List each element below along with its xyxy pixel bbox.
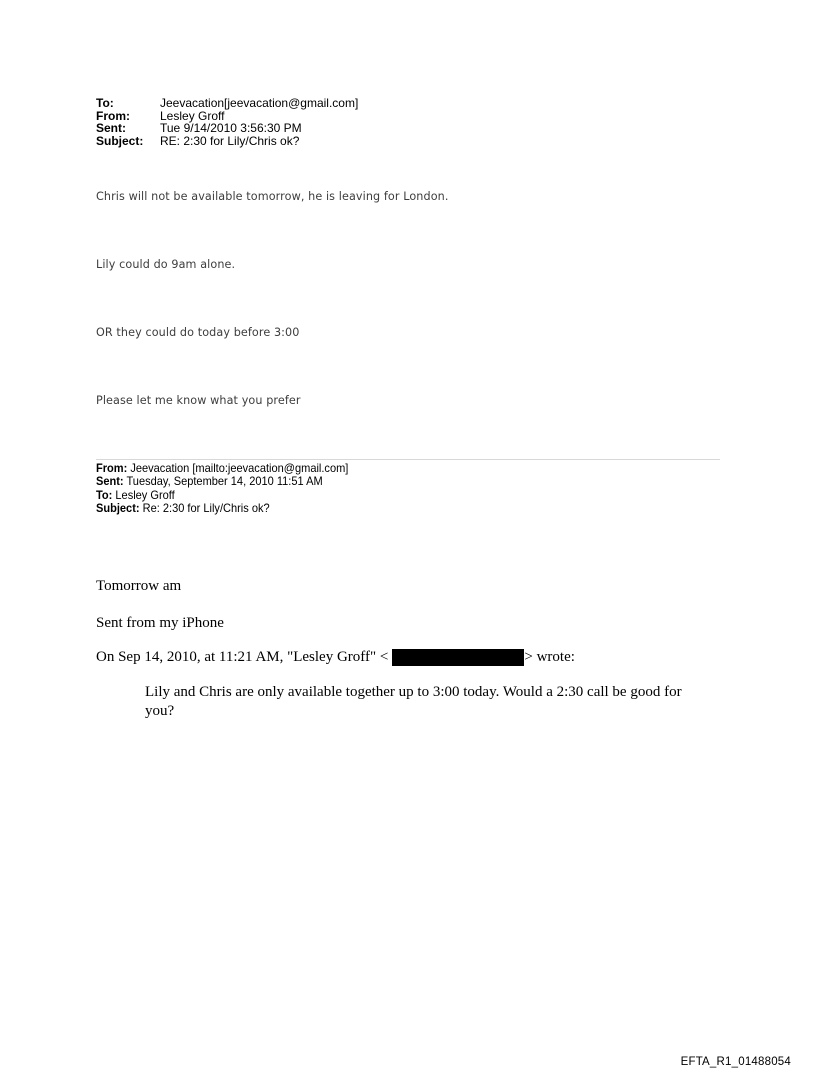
subject-label: Subject: — [96, 133, 144, 148]
header-subject-row — [96, 135, 358, 148]
subject-value: RE: 2:30 for Lily/Chris ok? — [160, 133, 300, 148]
redaction-block — [392, 649, 524, 666]
quoted-message: Lily and Chris are only available together up to 3:00 today. Would a 2:30 call be good for you? — [145, 684, 682, 719]
sent-label: Sent: — [96, 121, 126, 135]
fwd-from-value: Jeevacation [mailto:jeevacation@gmail.com] — [127, 461, 349, 475]
fwd-to-value: Lesley Groff — [112, 487, 175, 502]
header-to-row — [96, 97, 358, 110]
forwarded-header — [96, 462, 348, 516]
fwd-subject-row — [96, 502, 348, 515]
sent-value: Tue 9/14/2010 3:56:30 PM — [160, 121, 302, 135]
from-label: From: — [96, 108, 130, 123]
email-header — [96, 97, 358, 147]
message-divider — [96, 459, 720, 460]
body-paragraph-3: OR they could do today before 3:00 — [96, 326, 300, 339]
to-value: Jeevacation[jeevacation@gmail.com] — [160, 96, 359, 110]
fwd-to-row — [96, 489, 348, 502]
attribution-before: On Sep 14, 2010, at 11:21 AM, "Lesley Groff" < — [96, 649, 389, 665]
fwd-from-label: From: — [96, 461, 128, 475]
body-paragraph-4: Please let me know what you prefer — [96, 394, 301, 407]
quote-attribution — [96, 649, 575, 666]
fwd-to-label: To: — [96, 487, 113, 502]
header-sent-row — [96, 122, 358, 135]
fwd-sent-value: Tuesday, September 14, 2010 11:51 AM — [123, 474, 323, 489]
bates-number: EFTA_R1_01488054 — [680, 1056, 791, 1068]
from-value: Lesley Groff — [160, 108, 225, 123]
attribution-after: > wrote: — [524, 649, 575, 665]
fwd-sent-label: Sent: — [96, 474, 124, 489]
reply-line-tomorrow: Tomorrow am — [96, 578, 182, 594]
to-label: To: — [96, 96, 114, 110]
fwd-from-row — [96, 462, 348, 475]
body-paragraph-1: Chris will not be available tomorrow, he is leaving for London. — [96, 190, 449, 203]
reply-signature: Sent from my iPhone — [96, 615, 224, 631]
body-paragraph-2: Lily could do 9am alone. — [96, 258, 236, 271]
fwd-sent-row — [96, 475, 348, 488]
fwd-subject-value: Re: 2:30 for Lily/Chris ok? — [139, 501, 270, 516]
fwd-subject-label: Subject: — [96, 501, 140, 516]
